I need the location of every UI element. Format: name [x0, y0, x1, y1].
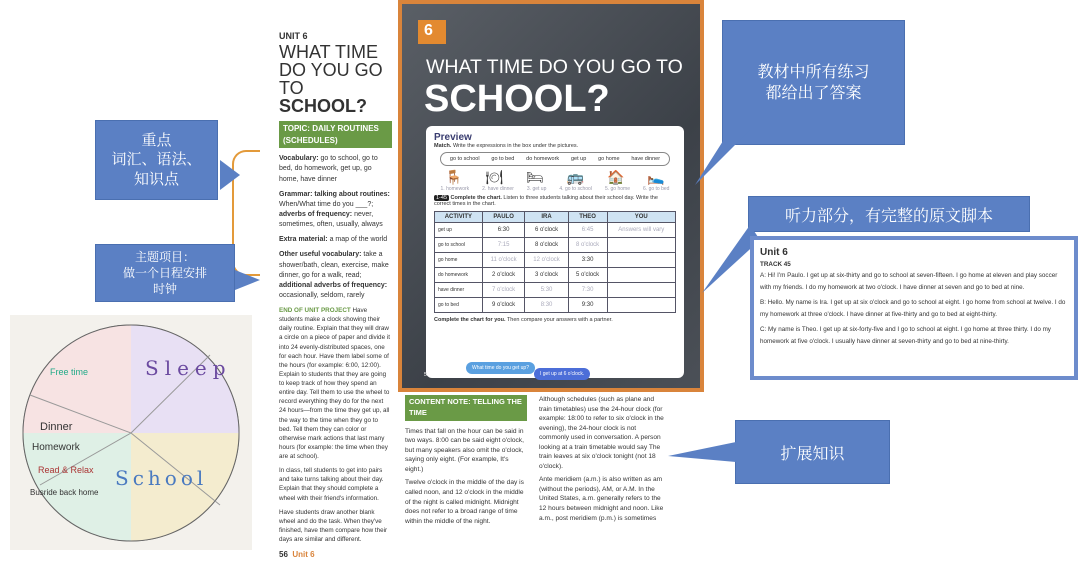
preview-heading: Preview	[434, 132, 472, 143]
clock-word-free: Free time	[50, 367, 89, 377]
speech-bubble-question: What time do you get up?	[466, 362, 535, 374]
para: Ante meridiem (a.m.) is also written as am (without the periods), AM, or A.M. In the United States, a.m. generally refers to the 12 hours between midnight and noon. Like a.m., post meridiem (p.m.) is sometimes	[539, 476, 664, 522]
topic-heading: TOPIC: DAILY ROUTINES (SCHEDULES)	[279, 121, 392, 148]
exercise-c	[434, 317, 676, 323]
pictures-row	[434, 169, 676, 186]
chart-header: YOU	[607, 212, 675, 223]
chart-cell: 8 o'clock	[568, 238, 607, 253]
text: take a shower/bath, clean, exercise, make dinner, go for a walk, read;	[279, 251, 389, 279]
speech-bubble-answer: I get up at 6 o'clock.	[534, 368, 590, 380]
callout-arrow	[690, 130, 750, 190]
clock-word-school: School	[115, 466, 208, 490]
label: Match.	[434, 143, 452, 149]
clock-word-homework: Homework	[32, 442, 80, 453]
other-para	[279, 250, 392, 301]
page-title-line2: SCHOOL?	[424, 78, 610, 120]
text: a map of the world	[327, 236, 388, 244]
chart-cell: 7:30	[568, 283, 607, 298]
chart-cell	[607, 283, 675, 298]
schedule-chart	[434, 211, 676, 313]
expression-box	[440, 152, 670, 166]
text: Listen to three students talking about their school day. Write the correct times in the chart.	[434, 195, 658, 207]
clock-word-busride: Busride back home	[30, 488, 99, 497]
chart-cell: 3:30	[568, 253, 607, 268]
student-page-number: 56	[424, 372, 430, 378]
unit-label: UNIT 6	[279, 31, 308, 41]
chart-cell: go home	[435, 253, 483, 268]
transcript-track: TRACK 45	[760, 261, 791, 268]
chart-cell: 5:30	[525, 283, 568, 298]
chart-cell: 8 o'clock	[525, 238, 568, 253]
title-bold: SCHOOL?	[279, 96, 367, 117]
transcript-line: A: Hi! I'm Paulo. I get up at six-thirty and go to school at seven-fifteen. I go home at eleven and play soccer with my friends. I do my homework at two o'clock. I have dinner at seven and go to bed at nine.	[760, 272, 1058, 292]
text: When/What time do you ___?;	[279, 200, 374, 208]
chart-row	[435, 238, 676, 253]
chart-row	[435, 268, 676, 283]
project-para	[279, 306, 392, 461]
page-number: 56	[279, 550, 288, 560]
title-line	[279, 79, 392, 115]
text: Then compare your answers with a partner.	[505, 317, 613, 323]
title-line: DO YOU GO	[279, 60, 383, 81]
answers-row	[434, 186, 676, 192]
unit-badge: 6	[418, 20, 446, 44]
chart-cell: do homework	[435, 268, 483, 283]
page-title-line1: WHAT TIME DO YOU GO TO	[426, 56, 683, 78]
answer: 5. go home	[604, 186, 630, 192]
chart-cell: go to school	[435, 238, 483, 253]
callout-arrow	[668, 440, 738, 470]
transcript-line: C: My name is Theo. I get up at six-forty-five and I go to school at eight. I go home at three thirty. I do my homework at five o'clock. I usually have dinner at seven-thirty and go to bed at nine-thirty.	[760, 325, 1051, 345]
clock-word-read: Read & Relax	[38, 465, 94, 475]
expression: go to school	[449, 156, 480, 162]
para: Have students draw another blank wheel and do the task. When they've finished, have them compare how their days are similar and different.	[279, 508, 388, 544]
chart-cell: 3 o'clock	[525, 268, 568, 283]
label: Complete the chart.	[450, 195, 502, 201]
callout-extension: 扩展知识	[735, 420, 890, 484]
home-icon: 🏠	[606, 169, 625, 185]
exercise-a	[434, 143, 676, 149]
text: Write the expressions in the box under the pictures.	[451, 143, 579, 149]
chart-cell: 6:45	[568, 223, 607, 238]
teacher-page	[265, 12, 400, 560]
clock-word-dinner: Dinner	[40, 421, 73, 433]
chart-row	[435, 283, 676, 298]
label: Extra material:	[279, 236, 328, 244]
label: Other useful vocabulary:	[279, 251, 362, 259]
chart-header: IRA	[525, 212, 568, 223]
track-badge: 1-45	[436, 195, 448, 201]
chart-cell: 9 o'clock	[482, 298, 525, 313]
para: Times that fall on the hour can be said in two ways. 8:00 can be said eight o'clock, but many speakers also omit the o'clock, saying only eight. (For example, It's eight.)	[405, 427, 524, 473]
chart-row	[435, 253, 676, 268]
content-note-heading: CONTENT NOTE: TELLING THE TIME	[405, 395, 527, 421]
chart-cell: 2 o'clock	[482, 268, 525, 283]
text: Have students make a clock showing their daily routine. Explain that they will draw a circle on a piece of paper and divide it into 24 evenly-distributed spaces, one for each hour. Have them label some of the hours (for example: 6:00, 12:00). Explain to students that they are going to keep track of how they spend an entire day. Tell them to use the wheel to record everything they do for the next 24 hours—from the time they get up, all the way to the time when they go to bed. Tell them they can color or otherwise mark actions that last many hours (for example: the time when they are at school).	[279, 307, 390, 461]
expression: go home	[598, 156, 620, 162]
chart-cell: 7:15	[482, 238, 525, 253]
chart-cell	[607, 268, 675, 283]
chart-cell: 7 o'clock	[482, 283, 525, 298]
chart-header: ACTIVITY	[435, 212, 483, 223]
vocab-para	[279, 154, 392, 184]
chart-header: THEO	[568, 212, 607, 223]
chart-cell	[607, 238, 675, 253]
content-note	[405, 395, 667, 535]
homework-icon: 🪑	[445, 169, 463, 185]
para: Although schedules (such as plane and train timetables) use the 24-hour clock (for example: 18:00 to refer to six o'clock in the evening), the 24-hour clock is not commonly used in conversation. A person looking at a train timetable would say The train leaves at six o'clock tonight (not 18 o'clock).	[539, 396, 664, 470]
chart-cell: 6:30	[482, 223, 525, 238]
extra-para	[279, 235, 392, 245]
chart-cell: get up	[435, 223, 483, 238]
clock-drawing	[10, 315, 252, 550]
para: In class, tell students to get into pairs and take turns talking about their day. Explain that they should complete a wheel with their friend's information.	[279, 467, 384, 502]
chart-cell: 12 o'clock	[525, 253, 568, 268]
transcript-line: B: Hello. My name is Ira. I get up at six o'clock and go to school at eight. I go home from school at twelve. I do my homework at three o'clock. I have dinner at five-thirty and go to bed at eight-thirty.	[760, 298, 1066, 318]
label: Grammar: talking about routines:	[279, 190, 390, 198]
chart-cell: have dinner	[435, 283, 483, 298]
callout-project: 主题项目： 做一个日程安排 时钟	[95, 244, 235, 302]
label: adverbs of frequency:	[279, 210, 353, 218]
label: Vocabulary:	[279, 155, 319, 163]
chart-cell: 9:30	[568, 298, 607, 313]
expression: do homework	[526, 156, 560, 162]
footer-unit: Unit 6	[292, 550, 315, 560]
dinner-icon: 🍽	[485, 169, 504, 185]
answer: 1. homework	[440, 186, 470, 192]
callout-listening: 听力部分，有完整的原文脚本	[748, 196, 1030, 232]
text: occasionally, seldom, rarely	[279, 291, 365, 299]
callout-arrows	[220, 120, 260, 320]
text: never, sometimes, often, usually, always	[279, 210, 383, 229]
chart-cell: go to bed	[435, 298, 483, 313]
expression: have dinner	[631, 156, 661, 162]
getup-icon: 🛏	[526, 169, 544, 185]
chart-cell: Answers will vary	[607, 223, 675, 238]
label: Complete the chart for you.	[434, 317, 506, 323]
callout-answers: 教材中所有练习 都给出了答案	[722, 20, 905, 145]
chart-cell	[607, 298, 675, 313]
label: END OF UNIT PROJECT	[279, 307, 351, 315]
title-line: WHAT TIME	[279, 42, 378, 63]
bed-icon: 🛌	[647, 169, 665, 185]
clock-drawing-photo	[10, 315, 252, 550]
chart-cell: 6 o'clock	[525, 223, 568, 238]
chart-row	[435, 298, 676, 313]
bus-icon: 🚌	[566, 169, 585, 185]
label: additional adverbs of frequency:	[279, 281, 388, 289]
text: go to school, go to bed, do homework, get up, go home, have dinner	[279, 155, 378, 183]
answer: 6. go to bed	[643, 186, 670, 192]
clock-word-sleep: Sleep	[145, 356, 232, 380]
answer: 2. have dinner	[482, 186, 514, 192]
footer	[279, 549, 392, 561]
expression: get up	[570, 156, 587, 162]
chart-cell	[607, 253, 675, 268]
preview-card	[426, 126, 684, 378]
chart-cell: 5 o'clock	[568, 268, 607, 283]
grammar-para	[279, 190, 392, 231]
para: Twelve o'clock in the middle of the day is called noon, and 12 o'clock in the middle of the night is called midnight. Midnight does not refer to a broad range of time within the middle of the night.	[405, 479, 524, 525]
student-page-photo	[398, 0, 704, 392]
transcript-unit: Unit 6	[760, 247, 788, 258]
answer: 4. go to school	[559, 186, 592, 192]
answer: 3. get up	[526, 186, 547, 192]
chart-row	[435, 223, 676, 238]
callout-key-points: 重点 词汇、语法、 知识点	[95, 120, 218, 200]
chart-cell: 11 o'clock	[482, 253, 525, 268]
exercise-b	[434, 195, 676, 207]
expression: go to bed	[491, 156, 515, 162]
chart-header: PAULO	[482, 212, 525, 223]
transcript-box	[750, 236, 1078, 380]
title-prefix: TO	[279, 78, 304, 99]
chart-cell: 8:30	[525, 298, 568, 313]
